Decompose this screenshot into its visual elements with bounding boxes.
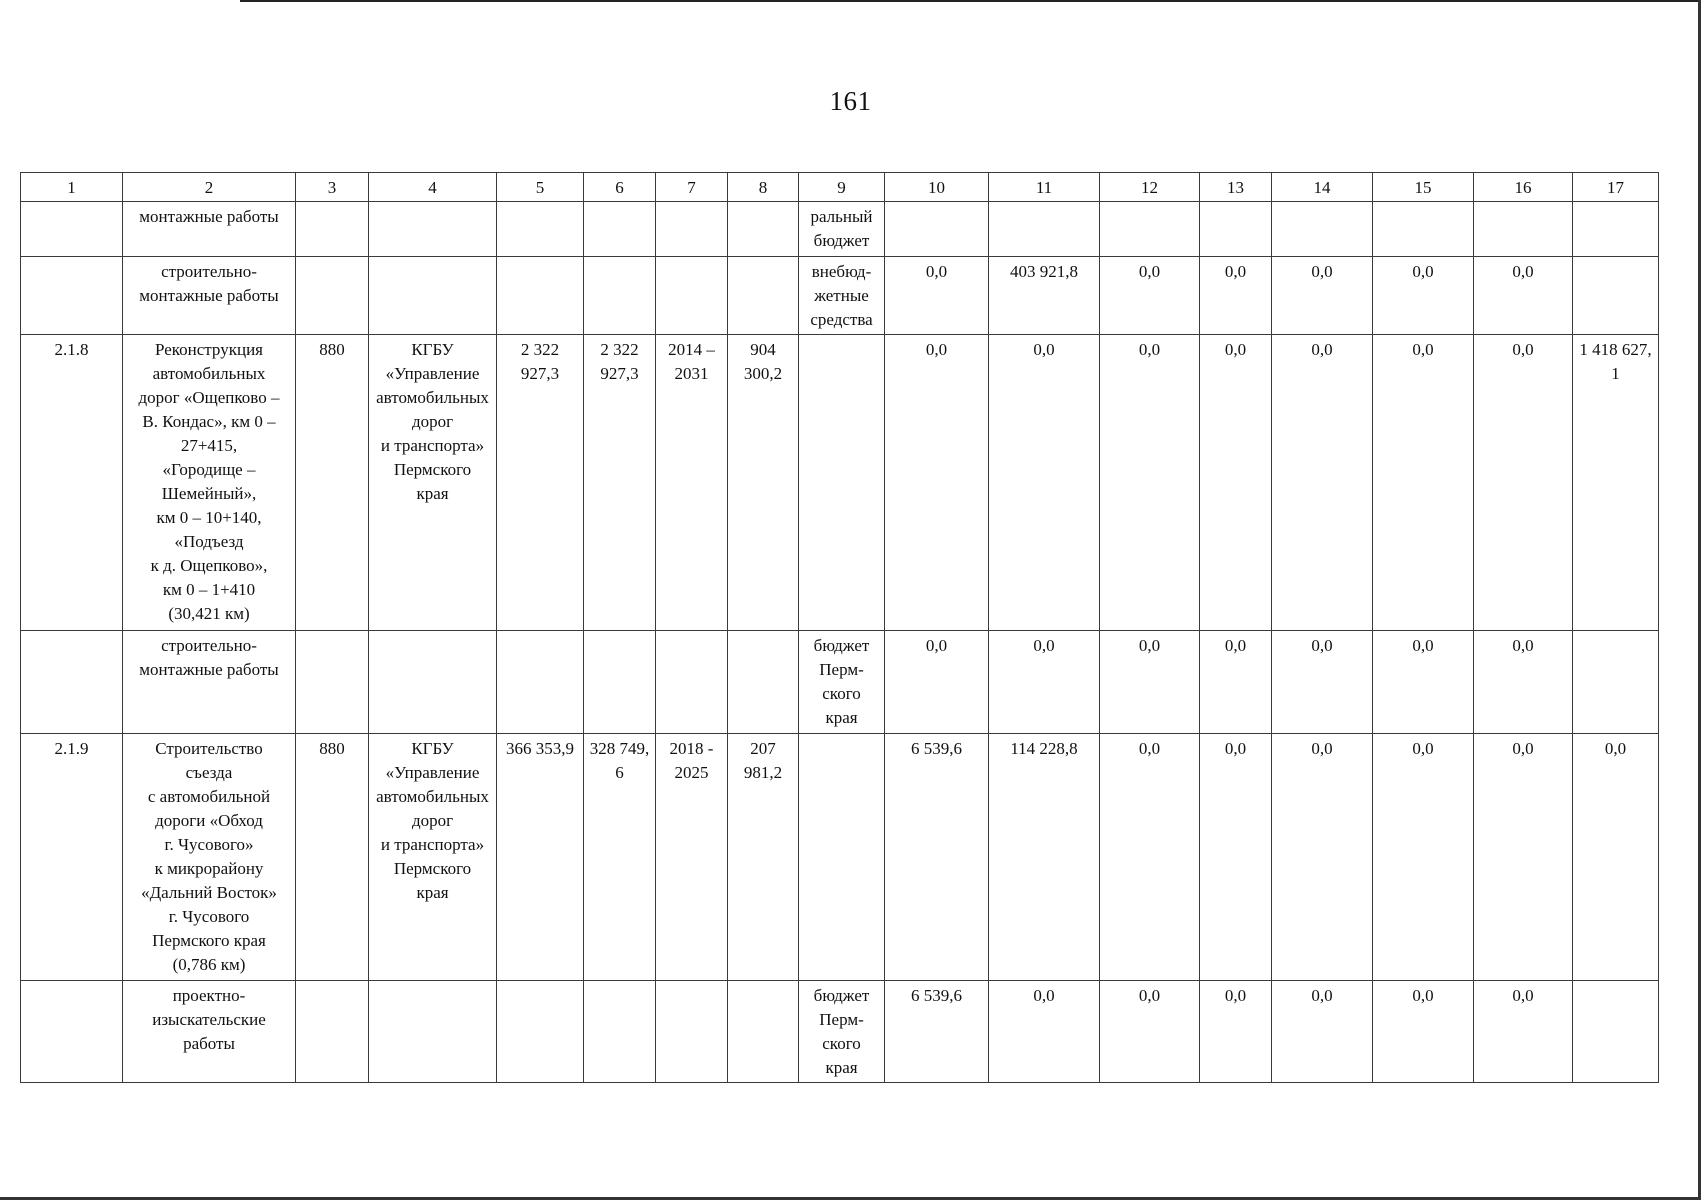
table-cell: 0,0: [1100, 981, 1200, 1083]
table-cell: 0,0: [1100, 335, 1200, 631]
table-cell: [584, 257, 656, 335]
table-cell: [1573, 202, 1659, 257]
header-cell: 5: [497, 173, 584, 202]
table-cell: 0,0: [1373, 631, 1474, 734]
header-cell: 11: [989, 173, 1100, 202]
table-cell: [799, 335, 885, 631]
table-cell: [656, 981, 728, 1083]
table-cell: [296, 631, 369, 734]
page-number: 161: [829, 86, 872, 116]
table-cell: 0,0: [989, 631, 1100, 734]
table-cell: 0,0: [989, 335, 1100, 631]
table-cell: [1573, 981, 1659, 1083]
table-cell: внебюд- жетные средства: [799, 257, 885, 335]
table-cell: Строительство съезда с автомобильной дороги «Обход г. Чусового» к микрорайону «Дальний Восток» г. Чусового Пермского края (0,786 км): [123, 734, 296, 981]
table-row: [21, 981, 1659, 1083]
table-cell: [1100, 202, 1200, 257]
budget-table: [20, 172, 1659, 1083]
table-cell: [369, 631, 497, 734]
table-cell: 2.1.9: [21, 734, 123, 981]
table-cell: 366 353,9: [497, 734, 584, 981]
table-cell: [656, 631, 728, 734]
table-cell: 904 300,2: [728, 335, 799, 631]
table-cell: 0,0: [1200, 631, 1272, 734]
table-cell: Реконструкция автомобильных дорог «Ощепково – В. Кондас», км 0 – 27+415, «Городище – Шемейный», км 0 – 10+140, «Подъезд к д. Ощепково», км 0 – 1+410 (30,421 км): [123, 335, 296, 631]
table-cell: [728, 202, 799, 257]
table-cell: [369, 981, 497, 1083]
table-cell: 0,0: [885, 257, 989, 335]
table-cell: [21, 981, 123, 1083]
table-cell: [989, 202, 1100, 257]
table-cell: 0,0: [1373, 257, 1474, 335]
table-cell: 0,0: [885, 335, 989, 631]
table-row: [21, 257, 1659, 335]
table-cell: 0,0: [1200, 734, 1272, 981]
table-cell: 6 539,6: [885, 734, 989, 981]
table-cell: 0,0: [1272, 981, 1373, 1083]
table-cell: 880: [296, 335, 369, 631]
header-cell: 10: [885, 173, 989, 202]
table-cell: 0,0: [1200, 981, 1272, 1083]
table-cell: 0,0: [1474, 734, 1573, 981]
table-cell: бюджет Перм- ского края: [799, 631, 885, 734]
table-cell: [296, 202, 369, 257]
table-cell: [728, 981, 799, 1083]
table-cell: [584, 202, 656, 257]
table-cell: 0,0: [1474, 631, 1573, 734]
header-cell: 17: [1573, 173, 1659, 202]
table-cell: [1573, 631, 1659, 734]
table-cell: строительно- монтажные работы: [123, 631, 296, 734]
table-cell: [296, 257, 369, 335]
table-cell: 0,0: [1100, 734, 1200, 981]
header-row: [21, 173, 1659, 202]
table-row: [21, 202, 1659, 257]
table-cell: 2 322 927,3: [584, 335, 656, 631]
table-cell: 0,0: [1272, 734, 1373, 981]
table-cell: [497, 631, 584, 734]
table-cell: 2 322 927,3: [497, 335, 584, 631]
table-cell: 0,0: [1373, 335, 1474, 631]
table-cell: [584, 631, 656, 734]
table-cell: [497, 257, 584, 335]
header-cell: 15: [1373, 173, 1474, 202]
table-cell: [1373, 202, 1474, 257]
table-cell: 207 981,2: [728, 734, 799, 981]
table-cell: 114 228,8: [989, 734, 1100, 981]
table-cell: 403 921,8: [989, 257, 1100, 335]
table-cell: строительно- монтажные работы: [123, 257, 296, 335]
table-cell: 0,0: [1373, 734, 1474, 981]
table-cell: 0,0: [1474, 257, 1573, 335]
table-cell: 0,0: [1474, 981, 1573, 1083]
header-cell: 8: [728, 173, 799, 202]
table-cell: 0,0: [1200, 335, 1272, 631]
table-cell: [656, 202, 728, 257]
scan-edge-top: [240, 0, 1701, 2]
table-cell: 2018 - 2025: [656, 734, 728, 981]
header-cell: 9: [799, 173, 885, 202]
table-cell: [369, 257, 497, 335]
table-cell: проектно- изыскательские работы: [123, 981, 296, 1083]
header-cell: 2: [123, 173, 296, 202]
table-cell: [656, 257, 728, 335]
table-cell: 0,0: [1573, 734, 1659, 981]
table-cell: 0,0: [1200, 257, 1272, 335]
table-cell: 2014 – 2031: [656, 335, 728, 631]
table-cell: [584, 981, 656, 1083]
table-cell: ральный бюджет: [799, 202, 885, 257]
table-cell: [21, 631, 123, 734]
table-cell: [728, 257, 799, 335]
table-cell: бюджет Перм- ского края: [799, 981, 885, 1083]
table-cell: 880: [296, 734, 369, 981]
table-row: [21, 335, 1659, 631]
table-cell: [369, 202, 497, 257]
table-cell: 0,0: [1373, 981, 1474, 1083]
header-cell: 1: [21, 173, 123, 202]
table-cell: [1573, 257, 1659, 335]
table-cell: 0,0: [885, 631, 989, 734]
table-cell: [21, 257, 123, 335]
header-cell: 13: [1200, 173, 1272, 202]
table-cell: 328 749, 6: [584, 734, 656, 981]
table-cell: [497, 981, 584, 1083]
table-cell: [728, 631, 799, 734]
header-cell: 3: [296, 173, 369, 202]
table-cell: 6 539,6: [885, 981, 989, 1083]
table-cell: 0,0: [989, 981, 1100, 1083]
table-row: [21, 734, 1659, 981]
table-row: [21, 631, 1659, 734]
table-cell: 0,0: [1272, 257, 1373, 335]
table-cell: [885, 202, 989, 257]
table-cell: [296, 981, 369, 1083]
table-cell: 2.1.8: [21, 335, 123, 631]
table-cell: [1272, 202, 1373, 257]
table-cell: 1 418 627, 1: [1573, 335, 1659, 631]
table-cell: монтажные работы: [123, 202, 296, 257]
header-cell: 16: [1474, 173, 1573, 202]
table-cell: [21, 202, 123, 257]
table-cell: КГБУ «Управление автомобильных дорог и транспорта» Пермского края: [369, 734, 497, 981]
table-cell: 0,0: [1474, 335, 1573, 631]
table-cell: 0,0: [1272, 335, 1373, 631]
header-cell: 6: [584, 173, 656, 202]
header-cell: 12: [1100, 173, 1200, 202]
table-cell: 0,0: [1272, 631, 1373, 734]
table-cell: 0,0: [1100, 257, 1200, 335]
table-cell: [497, 202, 584, 257]
header-cell: 14: [1272, 173, 1373, 202]
table-cell: [1474, 202, 1573, 257]
header-cell: 7: [656, 173, 728, 202]
header-cell: 4: [369, 173, 497, 202]
table-cell: 0,0: [1100, 631, 1200, 734]
table-cell: [799, 734, 885, 981]
table-cell: КГБУ «Управление автомобильных дорог и транспорта» Пермского края: [369, 335, 497, 631]
table-cell: [1200, 202, 1272, 257]
